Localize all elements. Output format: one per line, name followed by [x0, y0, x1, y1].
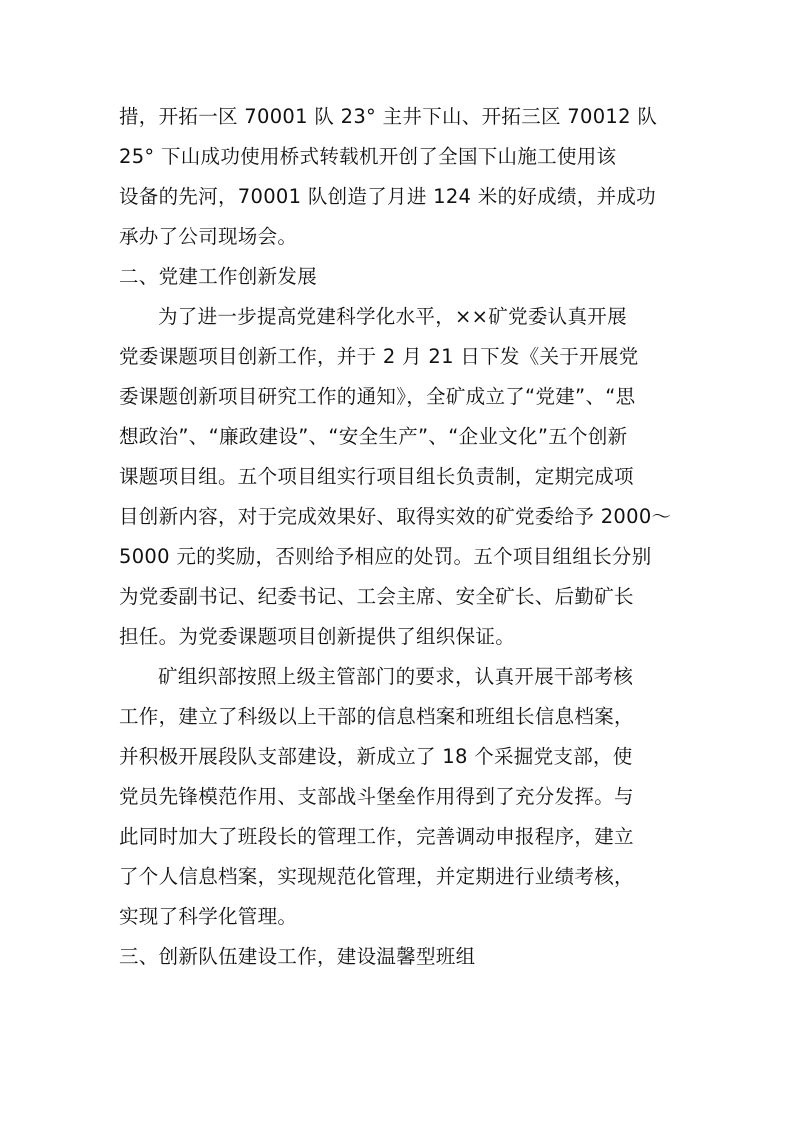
text-line: 并积极开展段队支部建设，新成立了 18 个采掘党支部，使 [119, 745, 633, 768]
text-line: 为党委副书记、纪委书记、工会主席、安全矿长、后勤矿长 [119, 585, 634, 608]
text-line: 党员先锋模范作用、支部战斗堡垒作用得到了充分发挥。与 [119, 785, 634, 808]
section-heading: 二、党建工作创新发展 [119, 265, 318, 288]
section-heading: 三、创新队伍建设工作，建设温馨型班组 [119, 945, 476, 968]
text-line: 工作，建立了科级以上干部的信息档案和班组长信息档案， [119, 705, 634, 728]
text-line: 矿组织部按照上级主管部门的要求，认真开展干部考核 [158, 665, 634, 688]
text-line: 委课题创新项目研究工作的通知》，全矿成立了“党建”、“思 [119, 385, 636, 408]
text-line: 设备的先河，70001 队创造了月进 124 米的好成绩，并成功 [119, 185, 656, 208]
text-line: 担任。为党委课题项目创新提供了组织保证。 [119, 625, 516, 648]
text-line: 党委课题项目创新工作，并于 2 月 21 日下发《关于开展党 [119, 345, 639, 368]
text-line: 了个人信息档案，实现规范化管理，并定期进行业绩考核， [119, 865, 634, 888]
text-line: 5000 元的奖励，否则给予相应的处罚。五个项目组组长分别 [119, 545, 652, 568]
text-line: 为了进一步提高党建科学化水平，××矿党委认真开展 [158, 305, 627, 328]
text-line: 实现了科学化管理。 [119, 905, 298, 928]
text-line: 想政治”、“廉政建设”、“安全生产”、“企业文化”五个创新 [119, 425, 628, 448]
text-line: 承办了公司现场会。 [119, 225, 298, 248]
text-line: 措，开拓一区 70001 队 23° 主井下山、开拓三区 70012 队 [119, 105, 658, 128]
text-line: 25° 下山成功使用桥式转载机开创了全国下山施工使用该 [119, 145, 617, 168]
text-line: 目创新内容，对于完成效果好、取得实效的矿党委给予 2000～ [119, 505, 672, 528]
text-line: 课题项目组。五个项目组实行项目组长负责制，定期完成项 [119, 465, 634, 488]
text-line: 此同时加大了班段长的管理工作，完善调动申报程序，建立 [119, 825, 634, 848]
